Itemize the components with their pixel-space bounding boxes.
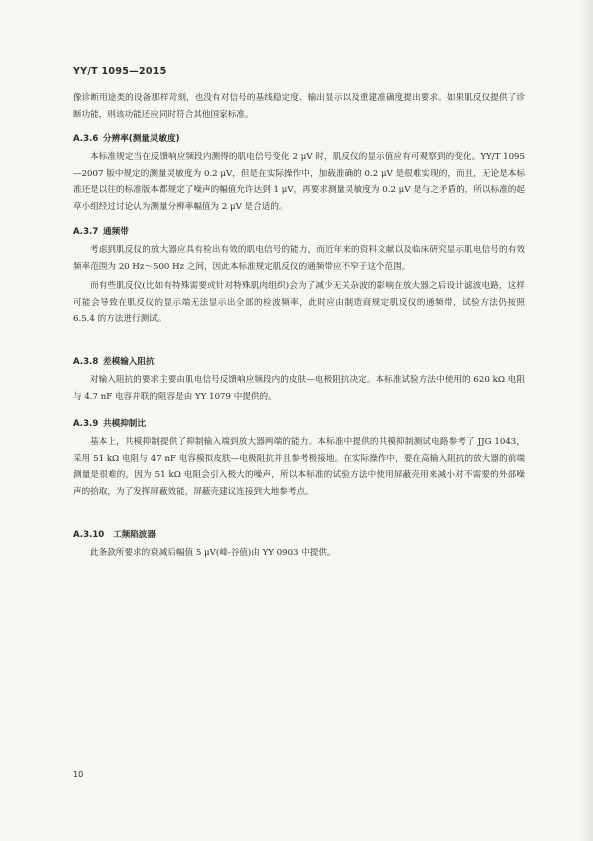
section-a-3-10: [73, 528, 525, 562]
section-title: 差模输入阻抗: [103, 357, 155, 367]
section-title: 分辨率(测量灵敏度): [103, 134, 180, 144]
section-number: A.3.9: [73, 419, 99, 429]
page-number: 10: [73, 770, 84, 779]
section-paragraph: 考虑到肌反仪的放大器应具有检出有效的肌电信号的能力，而近年来的资料文献以及临床研究显示肌电信号的有效频率范围为 20 Hz～500 Hz 之间，因此本标准规定肌反仪的通频带应不窄于这个范围。: [73, 245, 525, 272]
document-number-header: YY/T 1095—2015: [73, 66, 167, 77]
section-heading: [73, 528, 525, 542]
section-number: A.3.8: [73, 357, 99, 367]
section-number: A.3.7: [73, 227, 99, 237]
section-a-3-7: [73, 225, 525, 328]
section-paragraph: 本标准规定当在反馈响应频段内测得的肌电信号变化 2 μV 时，肌反仪的显示值应有可观察到的变化。YY/T 1095—2007 版中规定的测量灵敏度为 0.2 μV，但是在实际操作中，加载准确的 0.2 μV 是很难实现的，而且，无论是本标准还是以往的标准版本都规定了噪声的幅值允许达到 1 μV，再要求测量灵敏度为 0.2 μV 是与之矛盾的，所以标准的起草小组经过讨论认为测量分辨率幅值为 2 μV 是合适的。: [73, 152, 525, 212]
section-title: 工频陷波器: [113, 530, 156, 540]
section-paragraph: 此条款所要求的衰减后幅值 5 μV(峰-谷值)由 YY 0903 中提供。: [90, 548, 336, 558]
section-a-3-9: [73, 417, 525, 500]
section-a-3-6: [73, 132, 525, 215]
section-title: 通频带: [103, 227, 129, 237]
section-paragraph: 而有些肌反仪(比如有特殊需要或针对特殊肌肉组织)会为了减少无关杂波的影响在放大器之后设计滤波电路，这样可能会导致在肌反仪的显示端无法显示出全部的检波频率，此时应由制造商规定肌反仪的通频带，试验方法仍按照 6.5.4 的方法进行测试。: [73, 281, 525, 324]
intro-paragraph: 像诊断用途类的设备那样苛刻，也没有对信号的基线稳定度、输出显示以及重建准确度提出要求。如果肌反仪提供了诊断功能，则该功能还应同时符合其他国家标准。: [73, 93, 525, 120]
section-heading: [73, 132, 525, 146]
scan-shadow: [579, 0, 593, 841]
section-paragraph: 对输入阻抗的要求主要由肌电信号反馈响应频段内的皮肤—电极阻抗决定。本标准试验方法中使用的 620 kΩ 电阻与 4.7 nF 电容并联的阻容是由 YY 1079 中提供的。: [73, 375, 525, 402]
intro-block: [73, 90, 525, 123]
section-number: A.3.6: [73, 134, 99, 144]
section-title: 共模抑制比: [103, 419, 146, 429]
section-a-3-8: [73, 355, 525, 405]
section-heading: [73, 417, 525, 431]
section-number: A.3.10: [73, 530, 105, 540]
section-heading: [73, 355, 525, 369]
section-heading: [73, 225, 525, 239]
section-paragraph: 基本上，共模抑制提供了抑制输入端到放大器两端的能力。本标准中提供的共模抑制测试电路参考了 JJG 1043，采用 51 kΩ 电阻与 47 nF 电容模拟皮肤—电极阻抗并且参考极接地。在实际操作中，要在高输入阻抗的放大器的前端测量是很难的，因为 51 kΩ 电阻会引入极大的噪声，所以本标准的试验方法中使用屏蔽壳用来减小对不需要的外部噪声的拾取，为了发挥屏蔽效能，屏蔽壳建议连接到大地参考点。: [73, 437, 525, 497]
